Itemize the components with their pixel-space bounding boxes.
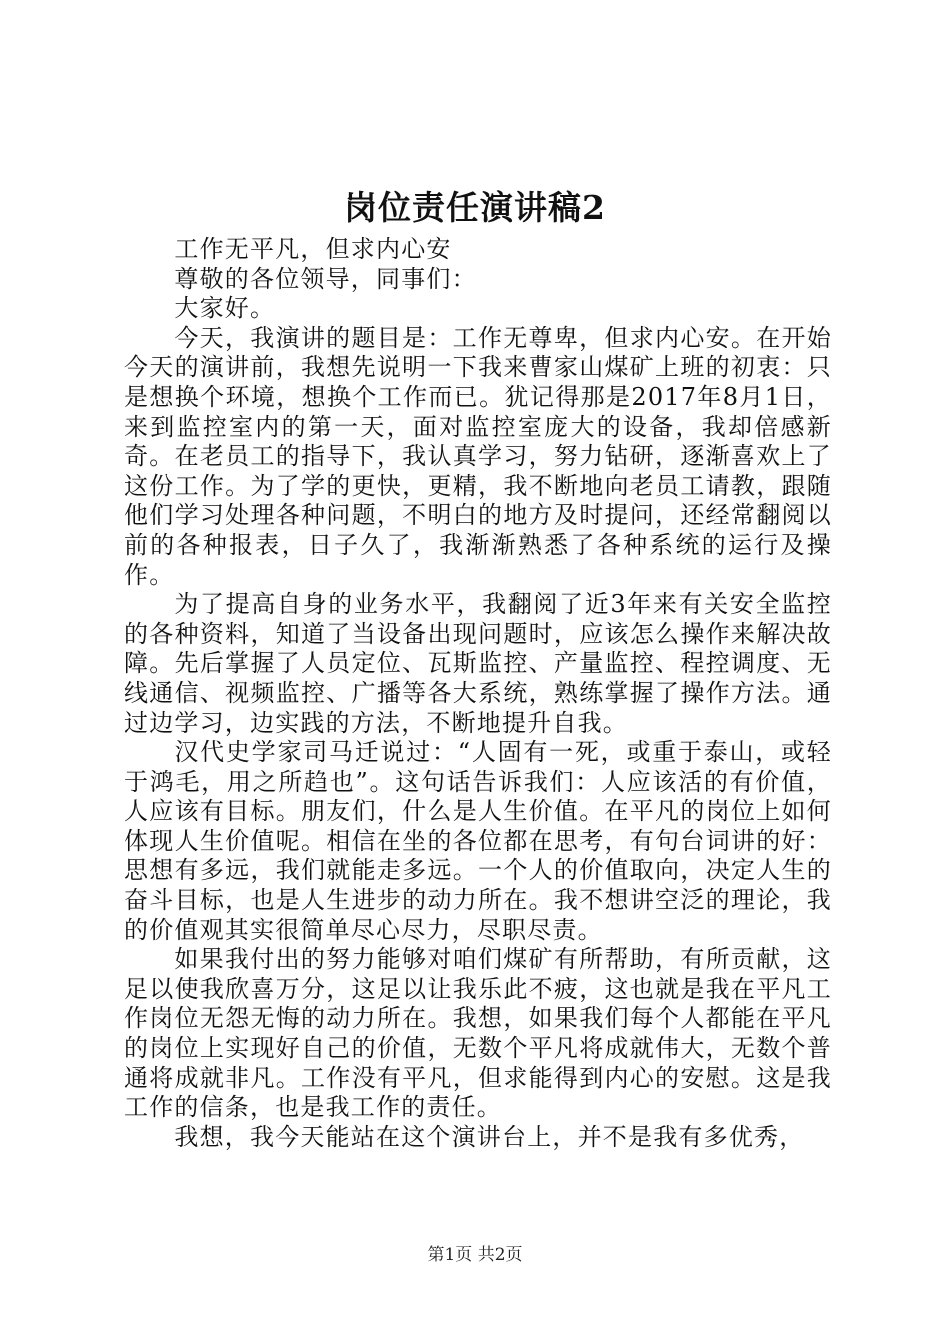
body-paragraph: 如果我付出的努力能够对咱们煤矿有所帮助，有所贡献，这足以使我欣喜万分，这足以让我乐此不疲，这也就是我在平凡工作岗位无怨无悔的动力所在。我想，如果我们每个人都能在平凡的岗位上实现好自己的价值，无数个平凡将成就伟大，无数个普通将成就非凡。工作没有平凡，但求能得到内心的安慰。这是我工作的信条，也是我工作的责任。 bbox=[124, 945, 832, 1122]
page-footer: 第1页 共2页 bbox=[427, 1245, 523, 1265]
body-paragraph: 汉代史学家司马迁说过：“人固有一死，或重于泰山，或轻于鸿毛，用之所趋也”。这句话告诉我们：人应该活的有价值，人应该有目标。朋友们，什么是人生价值。在平凡的岗位上如何体现人生价值呢。相信在坐的各位都在思考，有句台词讲的好：思想有多远，我们就能走多远。一个人的价值取向，决定人生的奋斗目标，也是人生进步的动力所在。我不想讲空泛的理论，我的价值观其实很简单尽心尽力，尽职尽责。 bbox=[124, 738, 832, 944]
document-title: 岗位责任演讲稿2 bbox=[344, 188, 606, 227]
salutation-paragraph: 尊敬的各位领导，同事们： bbox=[174, 264, 477, 293]
body-paragraph: 为了提高自身的业务水平，我翻阅了近3年来有关安全监控的各种资料，知道了当设备出现问题时，应该怎么操作来解决故障。先后掌握了人员定位、瓦斯监控、产量监控、程控调度、无线通信、视频监控、广播等各大系统，熟练掌握了操作方法。通过边学习，边实践的方法，不断地提升自我。 bbox=[124, 590, 832, 737]
subtitle-paragraph: 工作无平凡，但求内心安 bbox=[174, 235, 452, 263]
document-body bbox=[124, 235, 832, 1152]
body-paragraph: 我想，我今天能站在这个演讲台上，并不是我有多优秀， bbox=[174, 1122, 805, 1151]
greeting-paragraph: 大家好。 bbox=[174, 294, 276, 323]
body-paragraph: 今天，我演讲的题目是：工作无尊卑，但求内心安。在开始今天的演讲前，我想先说明一下我来曹家山煤矿上班的初衷：只是想换个环境，想换个工作而已。犹记得那是2017年8月1日，来到监控室内的第一天，面对监控室庞大的设备，我却倍感新奇。在老员工的指导下，我认真学习，努力钻研，逐渐喜欢上了这份工作。为了学的更快，更精，我不断地向老员工请教，跟随他们学习处理各种问题，不明白的地方及时提问，还经常翻阅以前的各种报表，日子久了，我渐渐熟悉了各种系统的运行及操作。 bbox=[124, 323, 832, 589]
